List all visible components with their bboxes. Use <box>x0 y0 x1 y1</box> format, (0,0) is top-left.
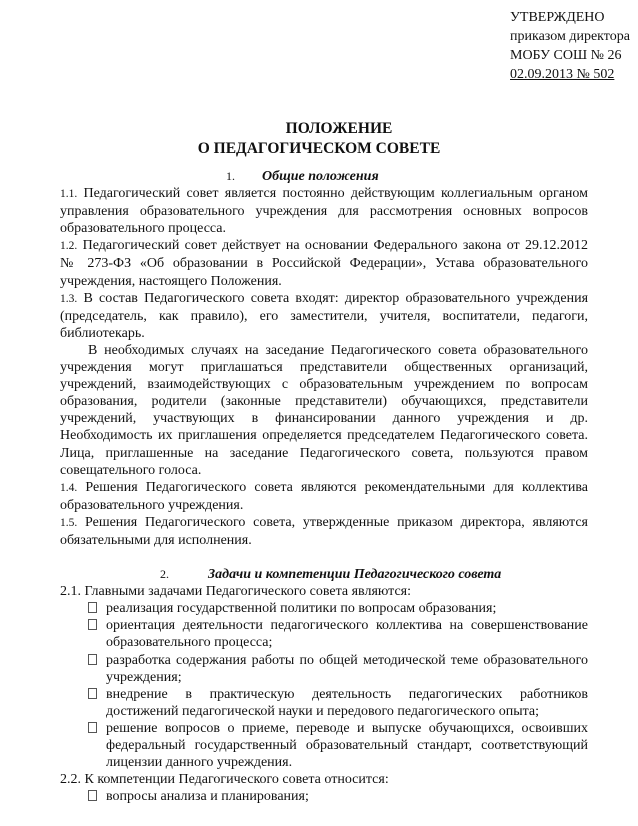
checkbox-bullet-icon <box>88 688 97 699</box>
document-body <box>60 168 588 805</box>
checkbox-bullet-icon <box>88 790 97 801</box>
approval-line: приказом директора <box>510 29 630 44</box>
checkbox-bullet-icon <box>88 602 97 613</box>
list-item: внедрение в практическую деятельность педагогических работников достижений педагогической науки и передового педагогического опыта; <box>60 686 588 720</box>
checkbox-bullet-icon <box>88 722 97 733</box>
list-item: решение вопросов о приеме, переводе и выпуске обучающихся, освоивших федеральный государственный образовательный стандарт, соответствующий лицензии данного учреждения. <box>60 720 588 771</box>
paragraph-1-5: 1.5. Решения Педагогического совета, утвержденные приказом директора, являются обязательными для исполнения. <box>60 514 588 548</box>
checkbox-bullet-icon <box>88 654 97 665</box>
paragraph-1-2: 1.2. Педагогический совет действует на основании Федерального закона от 29.12.2012 № 273-ФЗ «Об образовании в Российской Федерации», Устава образовательного учреждения, настоящего Положения. <box>60 238 588 289</box>
list-item: разработка содержания работы по общей методической теме образовательного учреждения; <box>60 652 588 686</box>
approval-line: МОБУ СОШ № 26 <box>510 48 622 63</box>
list-item: вопросы анализа и планирования; <box>60 788 588 805</box>
approval-date: 02.09.2013 № 502 <box>510 67 615 82</box>
paragraph-1-3: 1.3. В состав Педагогического совета входят: директор образовательного учреждения (председатель, как правило), его заместители, учителя, воспитатели, педагоги, библиотекарь. <box>60 290 589 341</box>
paragraph-1-3-continued: В необходимых случаях на заседание Педагогического совета образовательного учреждения могут приглашаться представители общественных организаций, учреждений, взаимодействующих с образовательным учреждением по вопросам образования, родители (законные представители) обучающихся, представители учреждений, участвующих в финансировании данного учреждения и др. Необходимость их приглашения определяется председателем Педагогического совета. Лица, приглашенные на заседание Педагогического совета, пользуются правом совещательного голоса. <box>60 342 588 478</box>
section-heading: 1. Общие положения <box>226 169 379 184</box>
paragraph-2-2: 2.2. К компетенции Педагогического совета относится: <box>60 772 389 788</box>
checkbox-bullet-icon <box>88 619 97 630</box>
document-title: ПОЛОЖЕНИЕ <box>285 120 393 137</box>
approval-stamp <box>510 8 630 84</box>
document-subtitle: О ПЕДАГОГИЧЕСКОМ СОВЕТЕ <box>197 140 441 157</box>
paragraph-2-1: 2.1. Главными задачами Педагогического совета являются: <box>60 584 411 600</box>
section-heading: 2. Задачи и компетенции Педагогического совета <box>160 567 502 583</box>
approval-line: УТВЕРЖДЕНО <box>510 10 605 25</box>
list-item: ориентация деятельности педагогического коллектива на совершенствование образовательного процесса; <box>60 617 588 651</box>
list-item: реализация государственной политики по вопросам образования; <box>60 600 588 617</box>
paragraph-1-1: 1.1. Педагогический совет является постоянно действующим коллегиальным органом управления образовательного учреждения для рассмотрения основных вопросов образовательного процесса. <box>60 186 589 237</box>
paragraph-1-4: 1.4. Решения Педагогического совета являются рекомендательными для коллектива образовательного учреждения. <box>60 479 588 513</box>
